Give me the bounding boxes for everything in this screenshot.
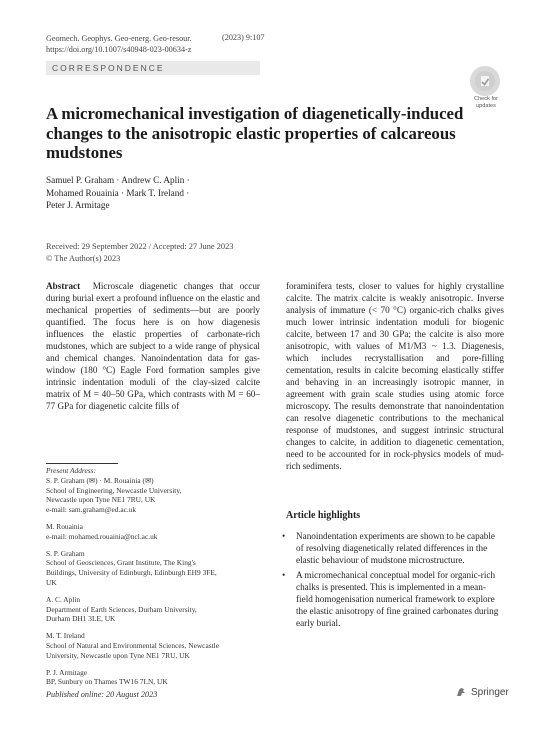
email-link[interactable]: e-mail: sam.graham@ed.ac.uk	[46, 505, 137, 515]
highlights-list	[270, 530, 506, 636]
received-accepted: Received: 29 September 2022 / Accepted: 27 June 2023	[46, 242, 234, 251]
published-online: Published online: 20 August 2023	[46, 690, 158, 699]
highlights-title: Article highlights	[286, 510, 361, 521]
author-line: Samuel P. Graham · Andrew C. Aplin ·	[46, 175, 190, 185]
author-list	[46, 174, 306, 212]
address-block: P. J. Armitage BP, Sunbury on Thames TW16 7LN, UK	[46, 667, 168, 687]
springer-horse-icon	[455, 686, 467, 698]
publisher-logo	[455, 686, 509, 698]
author-line: Peter J. Armitage	[46, 200, 110, 210]
list-item: • Nanoindentation experiments are shown to be capable of resolving diagenetically related differences in the elastic behaviour of mudstone microstructure.	[296, 530, 502, 566]
journal-name: Geomech. Geophys. Geo-energ. Geo-resour.	[46, 34, 192, 43]
author-line: Mohamed Rouainia · Mark T. Ireland ·	[46, 187, 190, 198]
copyright: © The Author(s) 2023	[46, 253, 121, 263]
list-item: • A micromechanical conceptual model for organic-rich chalks is presented. This is implemented in a mean-field homogenisation numerical framework to explore the elastic anisotropy of fine grained carbonates during early burial.	[296, 569, 502, 629]
abstract-label: Abstract	[46, 281, 81, 291]
section-label: CORRESPONDENCE	[46, 61, 260, 75]
publication-dates	[46, 241, 306, 264]
article-title: A micromechanical investigation of diagenetically-induced changes to the anisotropic elastic properties of calcareous mudstones	[46, 104, 464, 162]
email-link[interactable]: e-mail: mohamed.rouainia@ncl.ac.uk	[46, 531, 158, 541]
address-block: M. Rouainia e-mail: mohamed.rouainia@ncl.ac.uk	[46, 522, 260, 542]
address-block: S. P. Graham School of Geosciences, Grant Institute, The King's Buildings, University of Edinburgh, Edinburgh EH9 3FE, UK	[46, 548, 217, 587]
abstract-right: foraminifera tests, closer to values for highly crystalline calcite. The matrix calcite is weakly anisotropic. Inverse analysis of immature (< 70 °C) organic-rich chalks gives much lower intrinsic indentation moduli for biogenic calcite, between 17 and 30 GPa; the calcite is also more anisotropic, with values of M1/M3 ~ 1.3. Diagenesis, which includes recrystallisation and pore-filling cementation, results in calcite becoming elastically stiffer and behaving in an increasingly isotropic manner, in agreement with grain scale studies using atomic force microscopy. The results demonstrate that nanoindentation can resolve diagenetic contributions to the mechanical response of mudstones, and suggest intrinsic structural changes to calcite, in addition to diagenetic cementation, need to be accounted for in rock-physics models of mud-rich sediments.	[286, 281, 504, 471]
address-block: M. T. Ireland School of Natural and Environmental Sciences, Newcastle University, Newcastle upon Tyne NE1 7RU, UK	[46, 631, 220, 660]
footnote-divider	[46, 463, 118, 464]
volume-info: (2023) 9:107	[222, 33, 265, 42]
address-block: A. C. Aplin Department of Earth Sciences, Durham University, Durham DH1 3LE, UK	[46, 594, 197, 624]
doi-link[interactable]: https://doi.org/10.1007/s40948-023-00634-z	[46, 45, 192, 54]
publisher-name: Springer	[471, 686, 509, 698]
present-address-label: Present Address:	[46, 466, 97, 475]
check-for-updates-label[interactable]: Check for updates	[474, 96, 498, 109]
running-header	[46, 33, 192, 55]
abstract-left	[46, 280, 260, 412]
check-for-updates-icon[interactable]	[470, 66, 500, 96]
abstract-text-left: Microscale diagenetic changes that occur during burial exert a profound influence on the elastic and mechanical properties of sediments—but are poorly quantified. The focus here is on how diagenesis influences the elastic properties of carbonate-rich mudstones, which are subject to a wide range of physical and chemical changes. Nanoindentation data for gas-window (180 °C) Eagle Ford formation samples give intrinsic indentation moduli of the clay-sized calcite matrix of M = 40–50 GPa, which contrasts with M = 60–77 GPa for diagenetic calcite fills of	[46, 281, 260, 411]
address-block: Present Address: S. P. Graham (✉) · M. Rouainia (✉) School of Engineering, Newcastle University, Newcastle upon Tyne NE1 7RU, UK e-mail: sam.graham@ed.ac.uk	[46, 466, 260, 515]
author-addresses	[46, 466, 260, 694]
